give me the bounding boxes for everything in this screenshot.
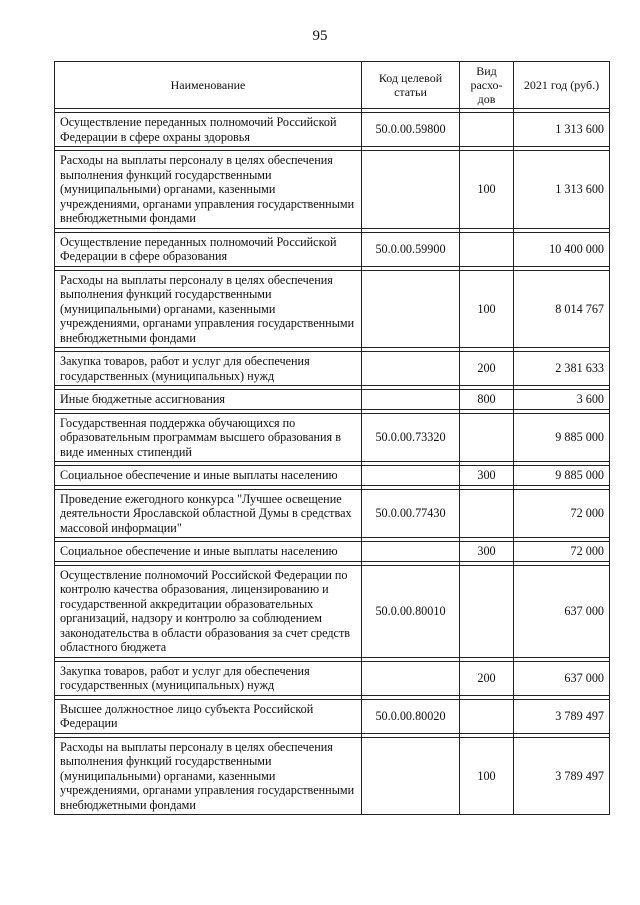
amount-cell: 72 000 xyxy=(514,542,610,562)
header-name: Наименование xyxy=(55,62,362,109)
kind-cell xyxy=(460,699,514,733)
amount-cell: 637 000 xyxy=(514,661,610,695)
kind-cell xyxy=(460,232,514,266)
code-cell xyxy=(362,542,460,562)
amount-cell: 8 014 767 xyxy=(514,270,610,348)
table-row xyxy=(55,737,610,815)
name-cell: Расходы на выплаты персоналу в целях обеспечения выполнения функций государственными (муниципальными) органами, казенными учреждениями, органами управления государственными внебюджетными фондами xyxy=(55,151,362,229)
name-cell: Социальное обеспечение и иные выплаты населению xyxy=(55,466,362,486)
amount-cell: 1 313 600 xyxy=(514,113,610,147)
kind-cell: 300 xyxy=(460,466,514,486)
header-kind: Вид расхо-дов xyxy=(460,62,514,109)
amount-cell: 1 313 600 xyxy=(514,151,610,229)
amount-cell: 637 000 xyxy=(514,565,610,657)
table-row xyxy=(55,390,610,410)
kind-cell xyxy=(460,565,514,657)
amount-cell: 3 789 497 xyxy=(514,699,610,733)
name-cell: Осуществление полномочий Российской Федерации по контролю качества образования, лицензированию и государственной аккредитации образовательных организаций, надзору и контролю за соблюдением законодательства в области образования за счет средств областного бюджета xyxy=(55,565,362,657)
table-row xyxy=(55,232,610,266)
table-row xyxy=(55,466,610,486)
name-cell: Расходы на выплаты персоналу в целях обеспечения выполнения функций государственными (муниципальными) органами, казенными учреждениями, органами управления государственными внебюджетными фондами xyxy=(55,270,362,348)
name-cell: Расходы на выплаты персоналу в целях обеспечения выполнения функций государственными (муниципальными) органами, казенными учреждениями, органами управления государственными внебюджетными фондами xyxy=(55,737,362,815)
amount-cell: 3 789 497 xyxy=(514,737,610,815)
page-number: 95 xyxy=(312,28,328,44)
table-row xyxy=(55,270,610,348)
table-row xyxy=(55,661,610,695)
table-row xyxy=(55,542,610,562)
kind-cell: 100 xyxy=(460,151,514,229)
name-cell: Закупка товаров, работ и услуг для обеспечения государственных (муниципальных) нужд xyxy=(55,661,362,695)
code-cell xyxy=(362,737,460,815)
budget-table xyxy=(54,61,610,815)
kind-cell xyxy=(460,113,514,147)
name-cell: Проведение ежегодного конкурса "Лучшее освещение деятельности Ярославской областной Думы в средствах массовой информации" xyxy=(55,489,362,538)
name-cell: Социальное обеспечение и иные выплаты населению xyxy=(55,542,362,562)
amount-cell: 3 600 xyxy=(514,390,610,410)
table-row xyxy=(55,413,610,462)
amount-cell: 72 000 xyxy=(514,489,610,538)
name-cell: Осуществление переданных полномочий Российской Федерации в сфере охраны здоровья xyxy=(55,113,362,147)
kind-cell: 200 xyxy=(460,661,514,695)
table-row xyxy=(55,699,610,733)
table-row xyxy=(55,565,610,657)
amount-cell: 9 885 000 xyxy=(514,466,610,486)
table-header-row xyxy=(55,62,610,109)
kind-cell xyxy=(460,489,514,538)
code-cell: 50.0.00.73320 xyxy=(362,413,460,462)
kind-cell: 100 xyxy=(460,737,514,815)
code-cell: 50.0.00.77430 xyxy=(362,489,460,538)
code-cell xyxy=(362,661,460,695)
code-cell: 50.0.00.80020 xyxy=(362,699,460,733)
code-cell: 50.0.00.80010 xyxy=(362,565,460,657)
name-cell: Осуществление переданных полномочий Российской Федерации в сфере образования xyxy=(55,232,362,266)
code-cell: 50.0.00.59900 xyxy=(362,232,460,266)
kind-cell xyxy=(460,413,514,462)
header-code: Код целевой статьи xyxy=(362,62,460,109)
kind-cell: 800 xyxy=(460,390,514,410)
code-cell xyxy=(362,390,460,410)
amount-cell: 2 381 633 xyxy=(514,352,610,386)
table-row xyxy=(55,489,610,538)
kind-cell: 200 xyxy=(460,352,514,386)
code-cell xyxy=(362,151,460,229)
table-row xyxy=(55,151,610,229)
name-cell: Высшее должностное лицо субъекта Российской Федерации xyxy=(55,699,362,733)
amount-cell: 10 400 000 xyxy=(514,232,610,266)
kind-cell: 300 xyxy=(460,542,514,562)
name-cell: Иные бюджетные ассигнования xyxy=(55,390,362,410)
amount-cell: 9 885 000 xyxy=(514,413,610,462)
code-cell xyxy=(362,270,460,348)
table-body xyxy=(55,109,610,815)
table-row xyxy=(55,352,610,386)
kind-cell: 100 xyxy=(460,270,514,348)
header-amount: 2021 год (руб.) xyxy=(514,62,610,109)
name-cell: Государственная поддержка обучающихся по образовательным программам высшего образования в виде именных стипендий xyxy=(55,413,362,462)
code-cell xyxy=(362,352,460,386)
code-cell: 50.0.00.59800 xyxy=(362,113,460,147)
table-row xyxy=(55,113,610,147)
code-cell xyxy=(362,466,460,486)
name-cell: Закупка товаров, работ и услуг для обеспечения государственных (муниципальных) нужд xyxy=(55,352,362,386)
